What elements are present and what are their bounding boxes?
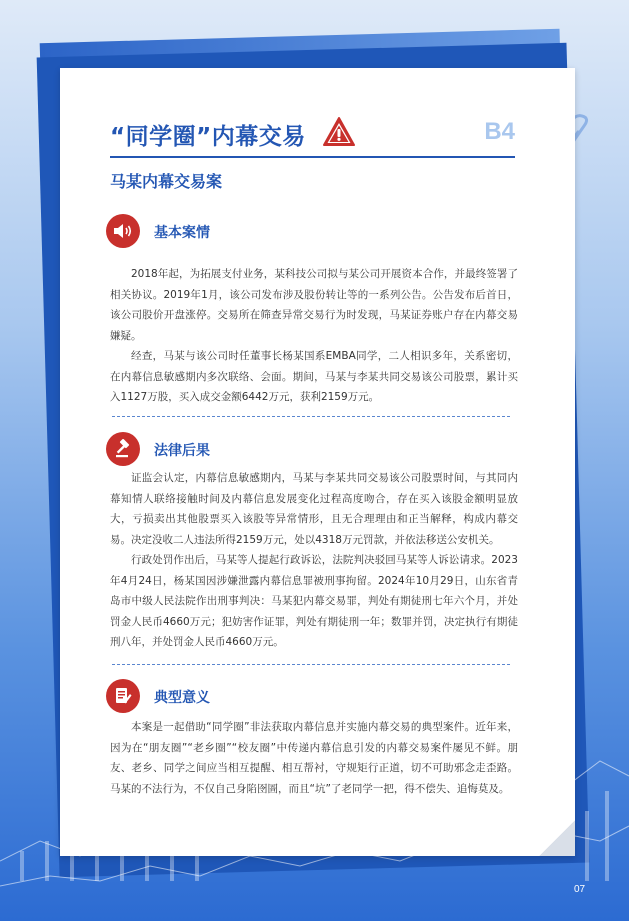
section-badge: B4 [484, 118, 515, 145]
section-header [106, 214, 518, 250]
section-significance [106, 679, 518, 799]
dashed-divider [112, 664, 510, 665]
case-subtitle: 马某内幕交易案 [110, 172, 223, 191]
section-header [106, 432, 518, 468]
paragraph: 本案是一起借助“同学圈”非法获取内幕信息并实施内幕交易的典型案件。近年来，因为在“朋友圈”“老乡圈”“校友圈”中传递内幕信息引发的内幕交易案件屡见不鲜。朋友、老乡、同学之间应当相互提醒、相互帮衬，守规矩行正道，切不可助邪念走歪路。马某的不法行为，不仅自己身陷囹圄，而且“坑”了老同学一把，得不偿失、追悔莫及。 [110, 721, 518, 795]
page-number: 07 [574, 884, 586, 895]
title-row [110, 116, 515, 152]
title-divider [110, 156, 515, 158]
section-title: 基本案情 [154, 225, 210, 241]
paragraph: 行政处罚作出后，马某等人提起行政诉讼，法院判决驳回马某等人诉讼请求。2023年4月24日，杨某国因涉嫌泄露内幕信息罪被刑事拘留。2024年10月29日，山东省青岛市中级人民法院作出刑事判决：马某犯内幕交易罪，判处有期徒刑七年六个月，并处罚金人民币4660万元；犯妨害作证罪，判处有期徒刑一年；数罪并罚，决定执行有期徒刑八年，并处罚金人民币4660万元。 [110, 554, 518, 648]
paragraph: 2018年起，为拓展支付业务，某科技公司拟与某公司开展资本合作，并最终签署了相关协议。2019年1月，该公司发布涉及股份转让等的一系列公告。公告发布后首日，该公司股价开盘涨停。交易所在筛查异常交易行为时发现，马某证券账户存在内幕交易嫌疑。 [110, 268, 518, 342]
document-card [60, 68, 575, 856]
speaker-icon [106, 214, 140, 248]
section-title: 法律后果 [154, 443, 210, 459]
gavel-icon [106, 432, 140, 466]
section-title: 典型意义 [154, 690, 210, 706]
page-title: “同学圈”内幕交易 [110, 124, 306, 150]
paragraph: 经查，马某与该公司时任董事长杨某国系EMBA同学，二人相识多年，关系密切，在内幕信息敏感期内多次联络、会面。期间，马某与李某共同交易该公司股票，累计买入1127万股，买入成交金额6442万元，获利2159万元。 [110, 350, 518, 403]
document-icon [106, 679, 140, 713]
dashed-divider [112, 416, 510, 417]
page-fold-corner [539, 820, 575, 856]
paragraph: 证监会认定，内幕信息敏感期内，马某与李某共同交易该公司股票时间，与其同内幕知情人联络接触时间及内幕信息发展变化过程高度吻合，存在买入该股金额明显放大，亏损卖出其他股票买入该股等异常情形，且无合理理由和正当解释，构成内幕交易。决定没收二人违法所得2159万元，处以4318万元罚款，并依法移送公安机关。 [110, 472, 518, 546]
section-header [106, 679, 518, 715]
warning-icon [322, 116, 356, 148]
section-basic-facts [106, 214, 518, 408]
section-legal-consequences [106, 432, 518, 653]
